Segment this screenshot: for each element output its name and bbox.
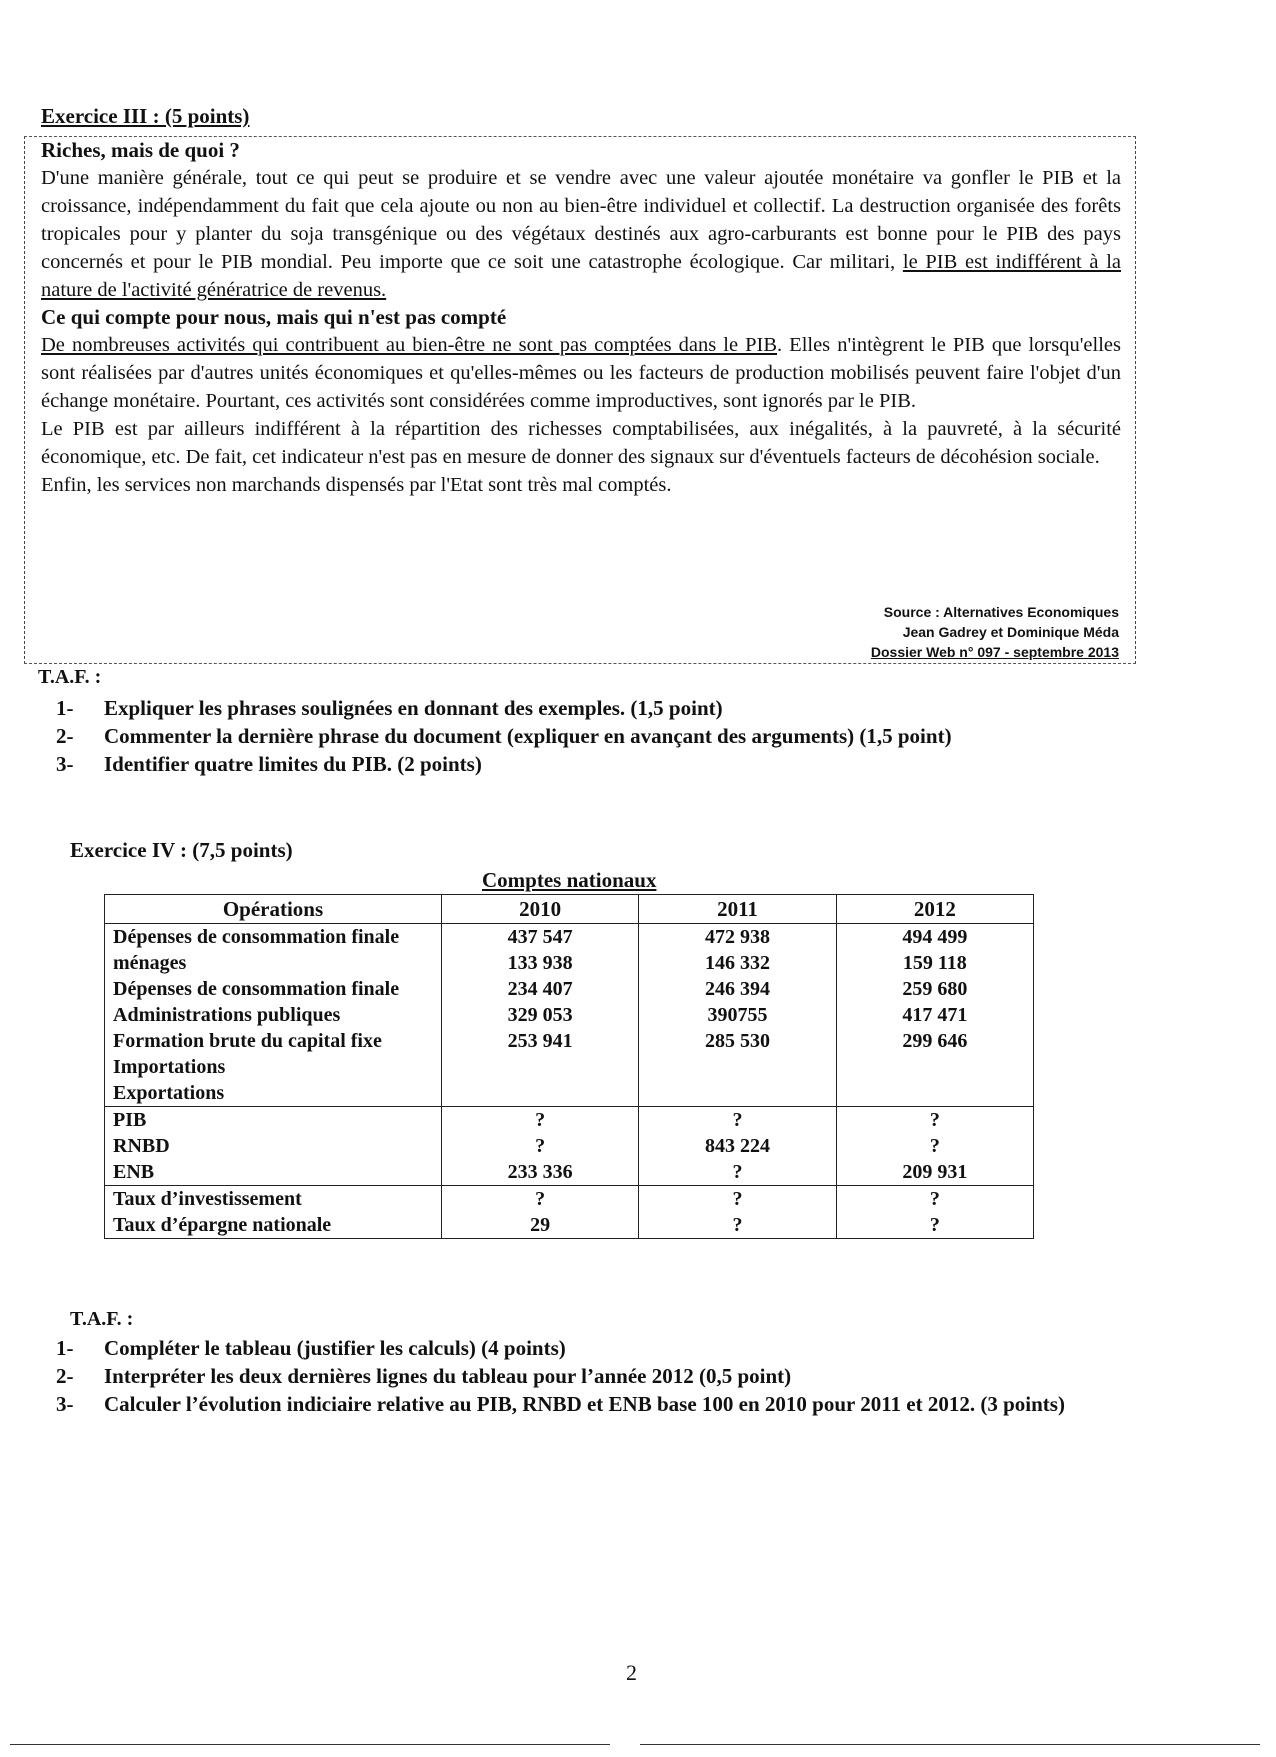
question-text: Commenter la dernière phrase du document (expliquer en avançant des arguments) (1,5 point) xyxy=(104,724,952,748)
values-2012-cell xyxy=(836,1186,1033,1239)
table-value: ? xyxy=(535,1109,546,1131)
table-value: 209 931 xyxy=(902,1161,968,1183)
question-item xyxy=(56,750,1126,778)
question-item xyxy=(56,694,1126,722)
table-value: ? xyxy=(535,1188,546,1210)
values-2010-cell xyxy=(442,924,639,1107)
table-value: 329 053 xyxy=(507,1004,573,1026)
values-2011-cell xyxy=(639,924,836,1107)
document-source: Source : Alternatives Economiques Jean Gadrey et Dominique Méda Dossier Web n° 097 - septembre 2013 xyxy=(870,604,1119,660)
table-value: ? xyxy=(929,1109,940,1131)
exercise-3-title: Exercice III : (5 points) xyxy=(41,104,250,128)
operation-label: Taux d’investissement xyxy=(113,1188,302,1210)
table-value: 159 118 xyxy=(902,952,967,974)
question-item xyxy=(56,722,1126,750)
document-paragraph-1: D'une manière générale, tout ce qui peut se produire et se vendre avec une valeur ajoutée monétaire va gonfler le PIB et la croissance, indépendamment du fait que cela ajoute ou non au bien-être individuel et collectif. La destruction organisée des forêts tropicales pour y planter du soja transgénique ou des végétaux destinés aux agro-carburants est bonne pour le PIB des pays concernés et pour le PIB mondial. Peu importe que ce soit une catastrophe écologique. Car militari, le PIB est indifférent à la nature de l'activité génératrice de revenus. xyxy=(41,167,1121,301)
question-text: Expliquer les phrases soulignées en donnant des exemples. (1,5 point) xyxy=(104,696,723,720)
table-row xyxy=(105,1186,1034,1239)
header-operations: Opérations xyxy=(105,895,442,924)
operation-label: Importations xyxy=(113,1056,226,1078)
document-paragraph-3: Le PIB est par ailleurs indifférent à la répartition des richesses comptabilisées, aux inégalités, à la pauvreté, à la sécurité économique, etc. De fait, cet indicateur n'est pas en mesure de donner des signaux sur d'éventuels facteurs de décohésion sociale. xyxy=(41,418,1121,468)
table-row xyxy=(105,924,1034,1107)
table-row xyxy=(105,1107,1034,1186)
table-value: 390755 xyxy=(707,1004,768,1026)
aggregates-cell xyxy=(105,1107,442,1186)
table-value: 437 547 xyxy=(507,926,573,948)
question-number: 1- xyxy=(56,1336,74,1360)
question-number: 3- xyxy=(56,1392,74,1416)
values-2010-cell xyxy=(442,1186,639,1239)
question-text: Calculer l’évolution indiciaire relative au PIB, RNBD et ENB base 100 en 2010 pour 2011 et 2012. (3 points) xyxy=(104,1392,1065,1416)
question-text: Interpréter les deux dernières lignes du tableau pour l’année 2012 (0,5 point) xyxy=(104,1364,792,1388)
document-paragraph-4: Enfin, les services non marchands dispensés par l'Etat sont très mal comptés. xyxy=(41,474,672,496)
operation-label: Formation brute du capital fixe xyxy=(113,1030,382,1052)
question-text: Identifier quatre limites du PIB. (2 points) xyxy=(104,752,482,776)
document-box xyxy=(24,136,1136,664)
underlined-sentence-1: le PIB est indifférent à la nature de l'activité génératrice de revenus. xyxy=(41,251,1121,301)
table-value: 472 938 xyxy=(704,926,770,948)
question-item xyxy=(56,1362,1126,1390)
footer-rule xyxy=(640,1744,1260,1745)
table-value: ? xyxy=(535,1135,546,1157)
table-value: 299 646 xyxy=(902,1030,968,1052)
values-2011-cell xyxy=(639,1107,836,1186)
table-value: 246 394 xyxy=(704,978,770,1000)
header-2011: 2011 xyxy=(639,895,836,924)
header-2012: 2012 xyxy=(836,895,1033,924)
table-value: 234 407 xyxy=(507,978,573,1000)
document-paragraph-2: De nombreuses activités qui contribuent au bien-être ne sont pas comptées dans le PIB. Elles n'intègrent le PIB que lorsqu'elles sont réalisées par d'autres unités économiques et qu'elles-mêmes ou les facteurs de production mobilisés peuvent faire l'objet d'un échange monétaire. Pourtant, ces activités sont considérées comme improductives, sont ignorés par le PIB. xyxy=(41,334,1121,412)
values-2010-cell xyxy=(442,1107,639,1186)
table-value: ? xyxy=(929,1188,940,1210)
table-value: ? xyxy=(929,1214,940,1236)
table-value: 285 530 xyxy=(704,1030,770,1052)
operation-label: RNBD xyxy=(113,1135,170,1157)
question-item xyxy=(56,1390,1126,1418)
question-number: 1- xyxy=(56,696,74,720)
underlined-sentence-2: De nombreuses activités qui contribuent au bien-être ne sont pas comptées dans le PIB xyxy=(41,334,777,356)
document-heading-2: Ce qui compte pour nous, mais qui n'est pas compté xyxy=(41,305,507,329)
header-2010: 2010 xyxy=(442,895,639,924)
table-value: ? xyxy=(732,1188,743,1210)
exercise-3-taf-label: T.A.F. : xyxy=(38,666,102,688)
operation-label: Dépenses de consommation finale ménages xyxy=(113,926,400,974)
table-value: ? xyxy=(929,1135,940,1157)
table-value: ? xyxy=(732,1214,743,1236)
table-header-row xyxy=(105,895,1034,924)
operation-label: PIB xyxy=(113,1109,147,1131)
page-number: 2 xyxy=(626,1660,637,1685)
question-text: Compléter le tableau (justifier les calculs) (4 points) xyxy=(104,1336,566,1360)
table-value: 417 471 xyxy=(902,1004,968,1026)
values-2012-cell xyxy=(836,924,1033,1107)
national-accounts-table xyxy=(104,894,1034,1239)
document-heading-1: Riches, mais de quoi ? xyxy=(41,138,240,162)
values-2012-cell xyxy=(836,1107,1033,1186)
table-value: 259 680 xyxy=(902,978,968,1000)
table-value: 253 941 xyxy=(507,1030,573,1052)
values-2011-cell xyxy=(639,1186,836,1239)
table-value: ? xyxy=(732,1161,743,1183)
table-value: 233 336 xyxy=(507,1161,573,1183)
table-value: 494 499 xyxy=(902,926,968,948)
operation-label: Dépenses de consommation finale Administrations publiques xyxy=(113,978,400,1026)
operations-cell xyxy=(105,924,442,1107)
table-value: 843 224 xyxy=(704,1135,770,1157)
exercise-4-taf-label: T.A.F. : xyxy=(70,1308,134,1330)
table-caption: Comptes nationaux xyxy=(482,868,657,892)
exercise-4-title: Exercice IV : (7,5 points) xyxy=(70,838,293,862)
question-number: 3- xyxy=(56,752,74,776)
table-value: ? xyxy=(732,1109,743,1131)
question-number: 2- xyxy=(56,1364,74,1388)
footer-rule xyxy=(10,1744,610,1745)
exercise-4-questions xyxy=(56,1334,1126,1418)
operation-label: Exportations xyxy=(113,1082,225,1104)
question-number: 2- xyxy=(56,724,74,748)
question-item xyxy=(56,1334,1126,1362)
table-value: 146 332 xyxy=(704,952,770,974)
table-value: 133 938 xyxy=(507,952,573,974)
operation-label: ENB xyxy=(113,1161,155,1183)
rates-cell xyxy=(105,1186,442,1239)
exercise-3-questions xyxy=(56,694,1126,778)
operation-label: Taux d’épargne nationale xyxy=(113,1214,332,1236)
table-value: 29 xyxy=(530,1214,551,1236)
